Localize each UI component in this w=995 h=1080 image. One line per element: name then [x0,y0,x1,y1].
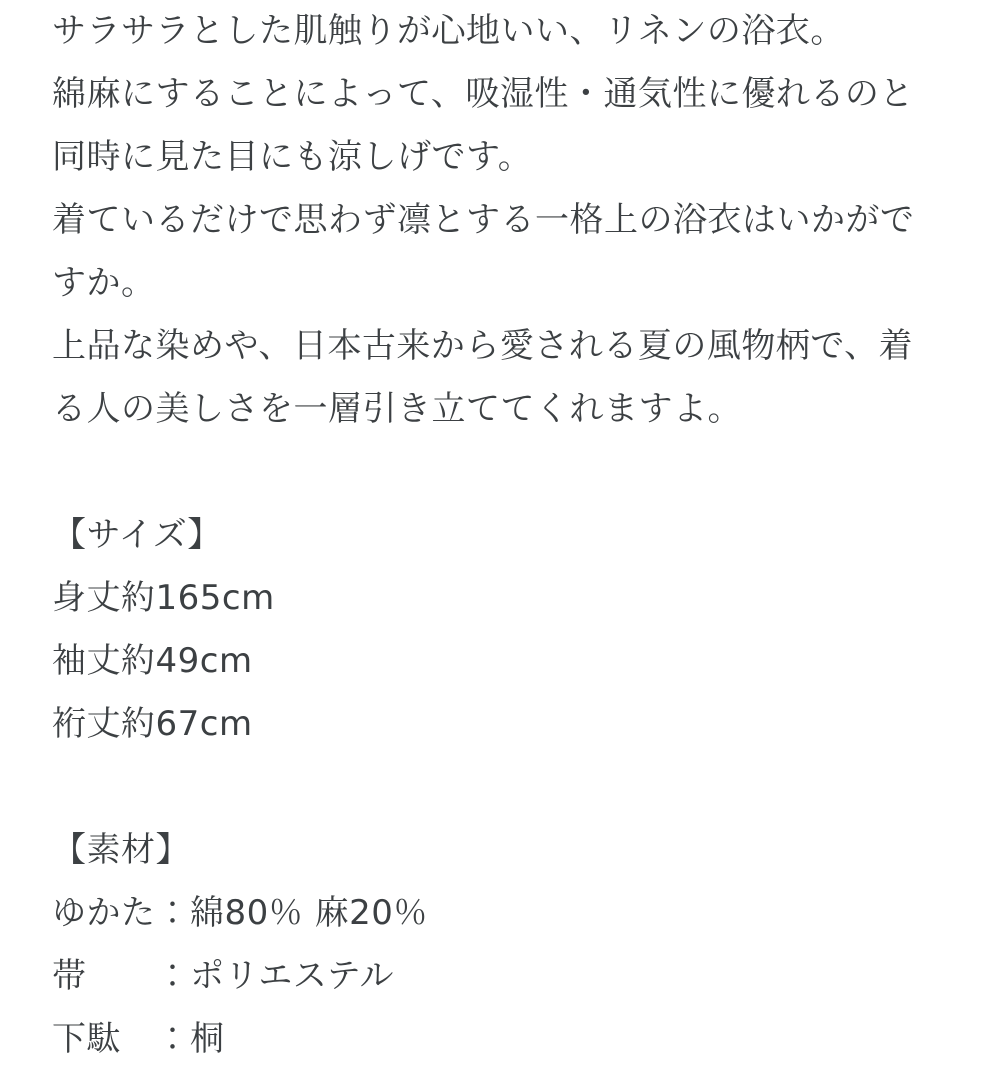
material-section-heading: 【素材】 [52,830,190,870]
material-spec-line: 帯 ：ポリエステル [52,956,394,996]
size-spec-line: 袖丈約49cm [52,641,253,681]
section-spacer [52,756,943,819]
material-spec-line: 下駄 ：桐 [52,1019,225,1059]
description-line: 着ているだけで思わず凛とする一格上の浴衣はいかがで [52,200,915,240]
description-line: る人の美しさを一層引き立ててくれますよ。 [52,389,742,429]
size-spec-line: 裄丈約67cm [52,704,253,744]
material-spec-line: ゆかた：綿80％ 麻20％ [52,893,428,933]
description-line: 同時に見た目にも涼しげです。 [52,137,533,177]
description-line: すか。 [52,263,156,303]
description-line: 綿麻にすることによって、吸湿性・通気性に優れるのと [52,74,914,114]
section-spacer [52,441,943,504]
size-spec-line: 身丈約165cm [52,578,275,618]
size-section-heading: 【サイズ】 [52,515,222,555]
description-line: サラサラとした肌触りが心地いい、リネンの浴衣。 [52,11,845,51]
description-line: 上品な染めや、日本古来から愛される夏の風物柄で、着 [52,326,914,366]
